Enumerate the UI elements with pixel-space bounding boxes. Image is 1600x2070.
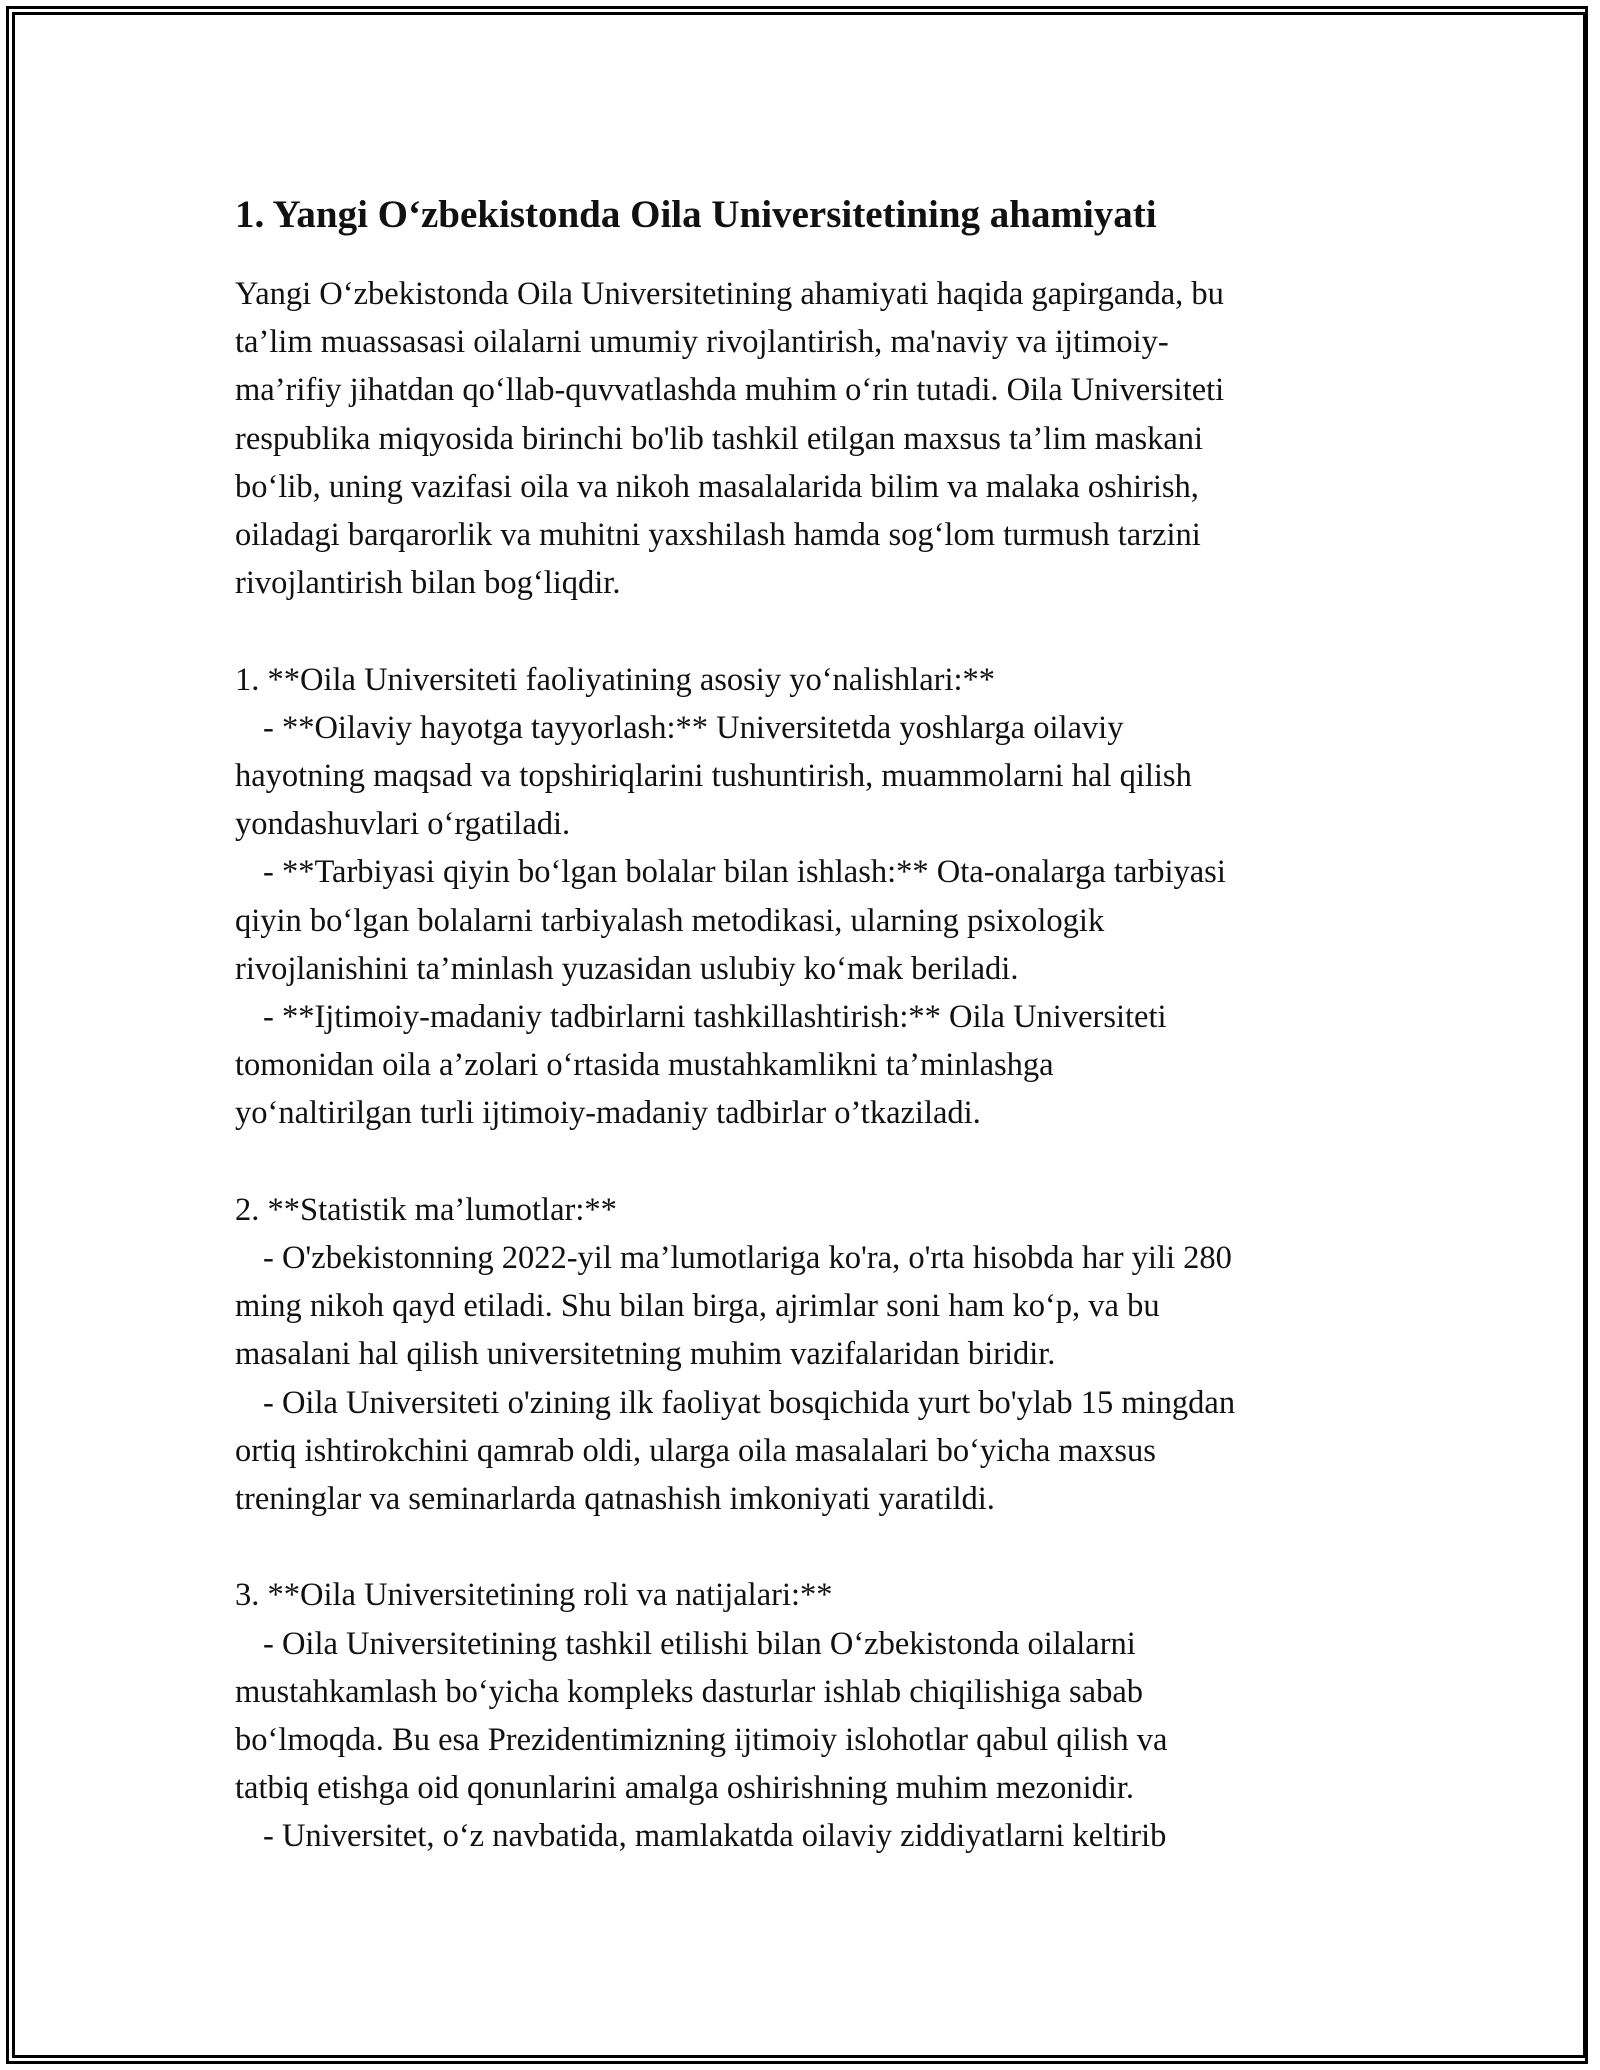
list-item xyxy=(235,1234,1375,1379)
section-heading: 3. **Oila Universitetining roli va natijalari:** xyxy=(235,1577,833,1614)
intro-line: respublika miqyosida birinchi bo'lib tashkil etilgan maxsus ta’lim maskani xyxy=(235,420,1204,457)
list-item-first-line: - Oila Universiteti o'zining ilk faoliyat bosqichida yurt bo'ylab 15 mingdan xyxy=(263,1384,1236,1421)
section-statistics xyxy=(235,1186,1375,1523)
list-item-first-line: - **Ijtimoiy-madaniy tadbirlarni tashkillashtirish:** Oila Universiteti xyxy=(263,999,1167,1036)
list-item-first-line: - Oila Universitetining tashkil etilishi bilan O‘zbekistonda oilalarni xyxy=(263,1625,1136,1662)
list-item-line: bo‘lmoqda. Bu esa Prezidentimizning ijtimoiy islohotlar qabul qilish va xyxy=(235,1722,1168,1759)
section-heading: 1. **Oila Universiteti faoliyatining asosiy yo‘nalishlari:** xyxy=(235,661,996,698)
list-item-line: ming nikoh qayd etiladi. Shu bilan birga, ajrimlar soni ham ko‘p, va bu xyxy=(235,1288,1160,1325)
list-item xyxy=(235,993,1375,1138)
list-item xyxy=(235,1812,1375,1860)
intro-paragraph xyxy=(235,270,1375,607)
list-item xyxy=(235,1620,1375,1813)
intro-line: oiladagi barqarorlik va muhitni yaxshilash hamda sog‘lom turmush tarzini xyxy=(235,517,1201,554)
list-item-line: hayotning maqsad va topshiriqlarini tushuntirish, muammolarni hal qilish xyxy=(235,758,1192,795)
list-item-first-line: - **Tarbiyasi qiyin bo‘lgan bolalar bilan ishlash:** Ota-onalarga tarbiyasi xyxy=(263,854,1226,891)
list-item-line: masalani hal qilish universitetning muhim vazifalaridan biridir. xyxy=(235,1336,1056,1373)
intro-line: rivojlantirish bilan bog‘liqdir. xyxy=(235,565,621,602)
document-title: 1. Yangi O‘zbekistonda Oila Universitetining ahamiyati xyxy=(235,193,1157,236)
intro-line: ta’lim muassasasi oilalarni umumiy rivojlantirish, ma'naviy va ijtimoiy- xyxy=(235,324,1169,361)
intro-line: ma’rifiy jihatdan qo‘llab-quvvatlashda muhim o‘rin tutadi. Oila Universiteti xyxy=(235,372,1225,409)
list-item-line: treninglar va seminarlarda qatnashish imkoniyati yaratildi. xyxy=(235,1481,995,1518)
list-item-line: ortiq ishtirokchini qamrab oldi, ularga oila masalalari bo‘yicha maxsus xyxy=(235,1432,1156,1469)
section-directions xyxy=(235,656,1375,1138)
list-item-first-line: - O'zbekistonning 2022-yil ma’lumotlariga ko'ra, o'rta hisobda har yili 280 xyxy=(263,1240,1232,1277)
intro-line: Yangi O‘zbekistonda Oila Universitetining ahamiyati haqida gapirganda, bu xyxy=(235,276,1224,312)
section-heading: 2. **Statistik ma’lumotlar:** xyxy=(235,1191,617,1228)
list-item-first-line: - Universitet, o‘z navbatida, mamlakatda oilaviy ziddiyatlarni keltirib xyxy=(263,1818,1167,1855)
list-item-line: qiyin bo‘lgan bolalarni tarbiyalash metodikasi, ularning psixologik xyxy=(235,902,1105,939)
list-item xyxy=(235,848,1375,993)
list-item xyxy=(235,1379,1375,1524)
list-item-line: tatbiq etishga oid qonunlarini amalga oshirishning muhim mezonidir. xyxy=(235,1770,1135,1807)
list-item-line: yondashuvlari o‘rgatiladi. xyxy=(235,806,571,843)
list-item-line: mustahkamlash bo‘yicha kompleks dasturlar ishlab chiqilishiga sabab xyxy=(235,1673,1144,1710)
list-item-first-line: - **Oilaviy hayotga tayyorlash:** Universitetda yoshlarga oilaviy xyxy=(263,709,1124,746)
list-item-line: tomonidan oila a’zolari o‘rtasida mustahkamlikni ta’minlashga xyxy=(235,1047,1054,1084)
list-item xyxy=(235,704,1375,849)
list-item-line: rivojlanishini ta’minlash yuzasidan uslubiy ko‘mak beriladi. xyxy=(235,950,1019,987)
section-role-results xyxy=(235,1571,1375,1860)
list-item-line: yo‘naltirilgan turli ijtimoiy-madaniy tadbirlar o’tkaziladi. xyxy=(235,1095,981,1132)
intro-line: bo‘lib, uning vazifasi oila va nikoh masalalarida bilim va malaka oshirish, xyxy=(235,468,1199,505)
document-body xyxy=(235,182,1375,1861)
